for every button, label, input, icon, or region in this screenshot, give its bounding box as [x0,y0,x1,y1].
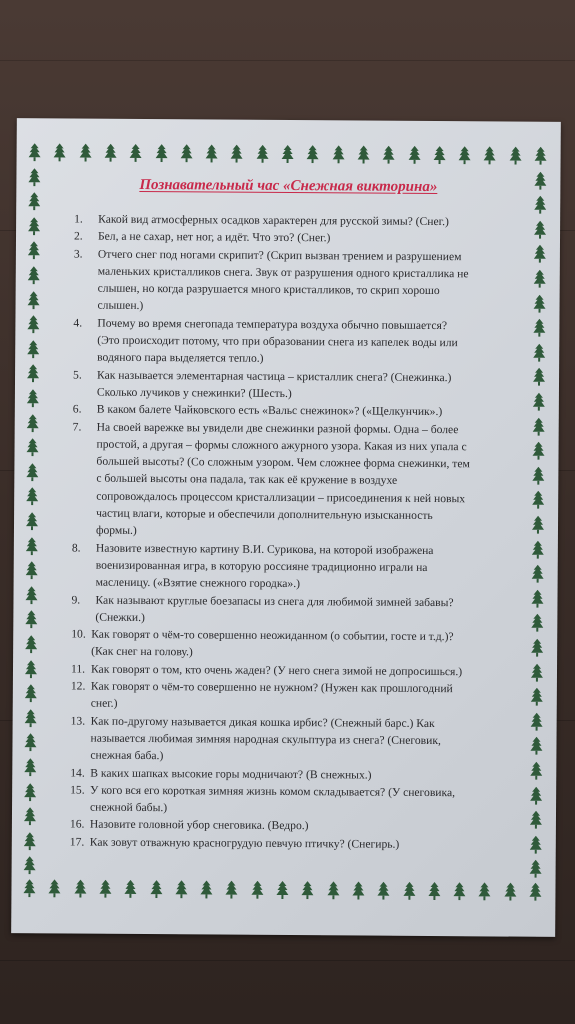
question-number: 14. [70,766,85,780]
question-item [73,245,535,317]
quiz-sheet [11,118,561,937]
question-number: 10. [71,627,86,641]
question-item [72,418,535,542]
question-text: Назовите головной убор снеговика. (Ведро.) [89,818,309,833]
question-item [70,833,532,854]
question-number: 8. [71,541,81,555]
question-item [73,366,535,404]
question-number: 15. [70,783,85,797]
question-item [72,539,534,594]
question-number: 3. [73,247,83,261]
quiz-title: Познавательный час «Снежная викторина» [139,176,438,196]
question-text: Какой вид атмосферных осадков характерен для русской зимы? (Снег.) [98,212,449,229]
question-text: Как говорят о чём-то совершенно не нужном? (Нужен как прошлогодний снег.) [90,679,453,711]
question-text: В каких шапках высокие горы модничают? (В снежных.) [90,766,372,782]
question-number: 4. [73,316,83,330]
question-text: В каком балете Чайковского есть «Вальс снежинок»? («Щелкунчик».) [96,402,443,419]
question-text: Как по-другому называется дикая кошка ирбис? (Снежный барс.) Как называется любимая зимняя народная скульптура из снега? (Снеговик, снежная баба.) [90,714,441,763]
question-number: 13. [70,714,86,728]
question-text: У кого вся его короткая зимняя жизнь комом складывается? (У снеговика, снежной бабы.) [89,783,456,815]
question-number: 17. [69,835,85,849]
question-number: 1. [74,212,83,226]
question-item [71,626,533,664]
question-text: Назовите известную картину В.И. Сурикова, на которой изображена военизированная игра, в которую россияне традиционно играли на масленицу. («Взятие снежного городка».) [95,541,434,591]
question-item [71,678,533,716]
question-text: Отчего снег под ногами скрипит? (Скрип вызван трением и разрушением маленьких кристалликов снега. Звук от разрушения одного кристаллика не слышен, но когда разрушается много кристалликов, то скрип хорошо слышен.) [97,247,469,313]
question-number: 11. [70,662,86,676]
question-number: 2. [73,229,83,243]
question-text: Как называется элементарная частица – кристаллик снега? (Снежинка.) Сколько лучиков у снежинки? (Шесть.) [96,368,452,401]
question-list [70,211,536,854]
question-text: Как говорят о том, кто очень жаден? (У него снега зимой не допросишься.) [90,662,463,678]
fir-tree-border [17,118,561,122]
question-item [71,591,533,629]
question-text: Как зовут отважную красногрудую певчую птичку? (Снегирь.) [89,835,400,851]
question-text: На своей варежке вы увидели две снежинки разной формы. Одна – более простой, а другая – формы сложного ажурного узора. Какая из них упала с большей высоты? (Со сложным узором. Чем сложнее форма снежинки, тем с большей высоты она падала, так как её кружение в воздухе сопровождалось процессом кристаллизации – присоединения к ней новых частиц влаги, которые и обеспечили дополнительную изысканность формы.) [95,420,470,538]
question-item [73,314,535,369]
question-text: Как говорят о чём-то совершенно неожиданном (о событии, госте и т.д.)? (Как снег на голову.) [91,627,454,659]
question-number: 5. [73,368,82,382]
question-number: 12. [70,679,86,693]
question-item [70,712,532,767]
question-number: 7. [72,420,82,434]
question-text: Почему во время снегопада температура воздуха обычно повышается? (Это происходит потому, что при образовании снега из капелек воды или водяного пара выделяется тепло.) [97,316,458,366]
question-number: 16. [69,817,85,831]
question-number: 6. [72,402,82,416]
question-number: 9. [71,593,81,607]
question-text: Как называют круглые боезапасы из снега для любимой зимней забавы? (Снежки.) [95,593,454,624]
question-item [70,781,532,819]
question-text: Бел, а не сахар, нет ног, а идёт. Что это? (Снег.) [97,229,331,245]
